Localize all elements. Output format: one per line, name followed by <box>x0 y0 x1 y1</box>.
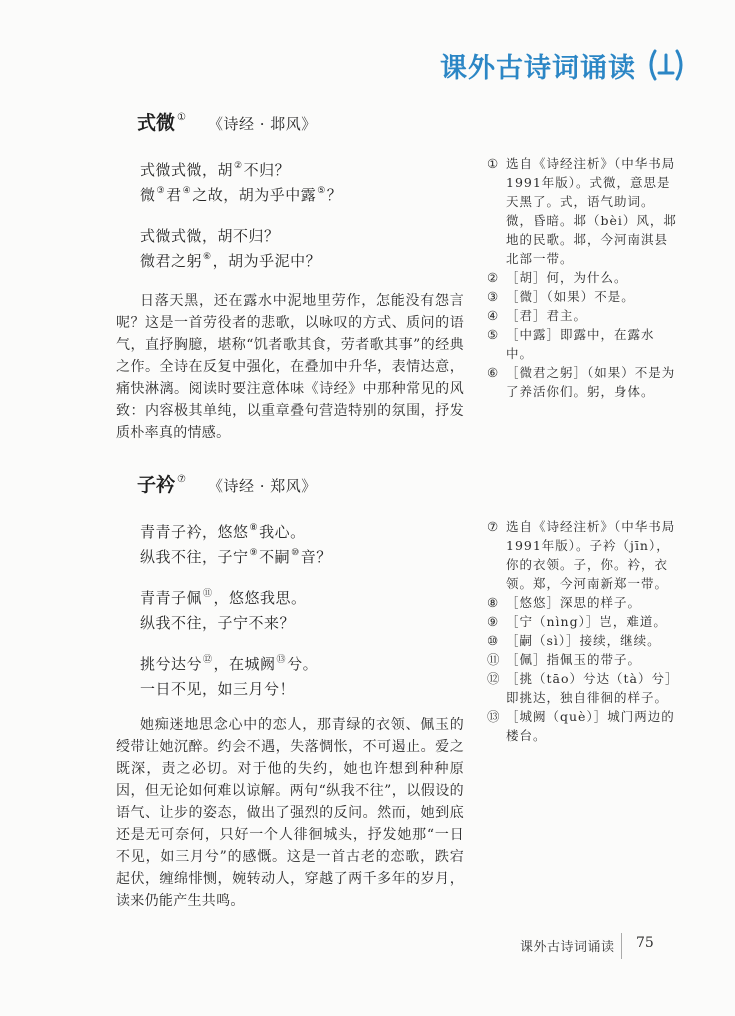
poem-line-text: 式微式微，胡不归？ <box>140 227 280 245</box>
poem-line <box>140 586 470 611</box>
footnote <box>487 650 680 669</box>
note-ref: ⑧ <box>249 523 259 533</box>
poem-source: 《诗经 · 邶风》 <box>207 115 317 133</box>
note-ref: ⑫ <box>203 655 213 665</box>
poem-title-note-ref: ① <box>177 112 186 123</box>
poem-commentary: 她痴迷地思念心中的恋人，那青绿的衣领、佩玉的绶带让她沉醉。约会不遇，失落惆怅，不可遏止。爱之既深，责之必切。对于他的失约，她也许想到种种原因，但无论如何难以谅解。两句“纵我不往”，以假设的语气、让步的姿态，做出了强烈的反问。然而，她到底还是无可奈何，只好一个人徘徊城头，抒发她那“一日不见，如三月兮”的感慨。这是一首古老的恋歌，跌宕起伏，缠绵悱恻，婉转动人，穿越了两千多年的岁月，读来仍能产生共鸣。 <box>116 717 464 909</box>
poem-title: 式微 <box>137 112 176 134</box>
poem-line-text: 一日不见，如三月兮！ <box>140 680 296 698</box>
poem-line <box>140 249 470 274</box>
poem-stanza <box>140 652 470 702</box>
footnote-number: ⑧ <box>487 595 499 610</box>
footnote-text: 选自《诗经注析》（中华书局1991年版）。式微，意思是天黑了。式，语气助词。微，昏暗。邶（bèi）风，邶地的民歌。邶，今河南淇县北部一带。 <box>506 156 677 266</box>
footnote-text: ［佩］指佩玉的带子。 <box>506 652 642 667</box>
footnote-number: ⑩ <box>487 633 499 648</box>
poem-text-body <box>140 520 470 702</box>
footnote-text: 选自《诗经注析》（中华书局1991年版）。子衿（jīn），你的衣领。子，你。衿，衣领。郑，今河南新郑一带。 <box>506 519 676 591</box>
poem-line <box>140 652 470 677</box>
footnote-text: ［宁（nìng）］岂，难道。 <box>506 614 667 629</box>
footnote-text: ［城阙（què）］城门两边的楼台。 <box>506 709 675 743</box>
footnote <box>487 268 680 287</box>
note-ref: ⑬ <box>276 655 287 665</box>
poem-line <box>140 545 470 570</box>
poem-line-text: 纵我不往，子宁不来？ <box>140 614 296 632</box>
poem-line-text: 之故，胡为乎中露 <box>192 186 317 204</box>
footnote-text: ［悠悠］深思的样子。 <box>506 595 642 610</box>
poem-line <box>140 158 470 183</box>
poem-line <box>140 520 470 545</box>
footnote-text: ［中露］即露中，在露水中。 <box>506 327 655 361</box>
footnote <box>487 287 680 306</box>
poem-line-text: 音？ <box>300 548 332 566</box>
note-ref: ② <box>234 161 243 171</box>
footnote <box>487 363 680 401</box>
poem-line-text: ，悠悠我思。 <box>213 589 307 607</box>
footnote-number: ⑤ <box>487 327 499 342</box>
footer-divider <box>621 933 622 959</box>
poem-line <box>140 183 470 208</box>
poem-line-text: ，在城阙 <box>213 655 276 673</box>
poem-stanza <box>140 158 470 208</box>
poem-line-text: 兮。 <box>287 655 319 673</box>
footnote-text: ［微君之躬］（如果）不是为了养活你们。躬，身体。 <box>506 365 676 399</box>
note-ref: ⑤ <box>317 186 326 196</box>
footnote <box>487 517 680 593</box>
footnote-number: ② <box>487 270 499 285</box>
poem-line-text: 纵我不往，子宁 <box>140 548 249 566</box>
poem-commentary: 日落天黑，还在露水中泥地里劳作，怎能没有怨言呢？这是一首劳役者的悲歌，以咏叹的方式、质问的语气，直抒胸臆，堪称“饥者歌其食，劳者歌其事”的经典之作。全诗在反复中强化，在叠加中升华，表情达意，痛快淋漓。阅读时要注意体味《诗经》中那种常见的风致：内容极其单纯，以重章叠句营造特别的氛围，抒发质朴率真的情感。 <box>116 293 464 441</box>
poem-line-text: 挑兮达兮 <box>140 655 203 673</box>
footnote-number: ⑦ <box>487 519 499 534</box>
poem-stanza <box>140 520 470 570</box>
poem-source: 《诗经 · 郑风》 <box>207 477 317 495</box>
note-ref: ④ <box>182 186 192 196</box>
poem-line-text: 我心。 <box>259 523 306 541</box>
footnote-number: ⑨ <box>487 614 499 629</box>
poem-line <box>140 224 470 249</box>
footnote <box>487 593 680 612</box>
footnote-number: ④ <box>487 308 499 323</box>
poem-stanza <box>140 586 470 636</box>
poem-line-text: ，胡为乎泥中？ <box>212 252 322 270</box>
poem-line-text: ？ <box>326 186 343 204</box>
footnote <box>487 612 680 631</box>
footnote <box>487 306 680 325</box>
footnote-number: ③ <box>487 289 499 304</box>
poem-line-text: 微君之躬 <box>140 252 203 270</box>
footer-section-title: 课外古诗词诵读 <box>520 940 615 955</box>
poem-title-row <box>137 470 317 497</box>
footnote <box>487 325 680 363</box>
poem-line-text: 不嗣 <box>259 548 291 566</box>
footnote-text: ［君］君主。 <box>506 308 588 323</box>
footnote-text: ［微］（如果）不是。 <box>506 289 635 304</box>
poem-stanza <box>140 224 470 274</box>
footnote-number: ⑬ <box>487 709 500 724</box>
footnote-number: ⑥ <box>487 365 499 380</box>
note-ref: ③ <box>156 186 166 196</box>
section-mark-icon <box>646 49 686 81</box>
section-title: 课外古诗词诵读 <box>440 53 636 84</box>
note-ref: ⑪ <box>203 589 213 599</box>
page-number: 75 <box>636 935 654 951</box>
footnote <box>487 707 680 745</box>
poem-line-text: 微 <box>140 186 156 204</box>
poem-line <box>140 677 470 702</box>
poem-line-text: 青青子佩 <box>140 589 203 607</box>
poem-title-row <box>137 108 317 135</box>
footnote-number: ⑫ <box>487 671 500 686</box>
poem-line-text: 不归？ <box>243 161 291 179</box>
footnote <box>487 154 680 268</box>
footnote-text: ［胡］何，为什么。 <box>506 270 628 285</box>
poem-line-text: 君 <box>166 186 182 204</box>
note-ref: ⑨ <box>249 548 259 558</box>
poem-line <box>140 611 470 636</box>
poem-line-text: 式微式微，胡 <box>140 161 234 179</box>
poem-footnotes <box>487 154 680 401</box>
poem-title: 子衿 <box>137 474 176 496</box>
poem-text-body <box>140 158 470 274</box>
footnote-number: ① <box>487 156 499 171</box>
poem-line-text: 青青子衿，悠悠 <box>140 523 249 541</box>
poem-title-note-ref: ⑦ <box>177 474 186 485</box>
footnote-number: ⑪ <box>487 652 500 667</box>
footnote-text: ［挑（tāo）兮达（tà）兮］即挑达，独自徘徊的样子。 <box>506 671 679 705</box>
note-ref: ⑩ <box>291 548 300 558</box>
footnote-text: ［嗣（sì）］接续，继续。 <box>506 633 661 648</box>
note-ref: ⑥ <box>203 252 212 262</box>
footnote <box>487 669 680 707</box>
poem-footnotes <box>487 517 680 745</box>
footnote <box>487 631 680 650</box>
